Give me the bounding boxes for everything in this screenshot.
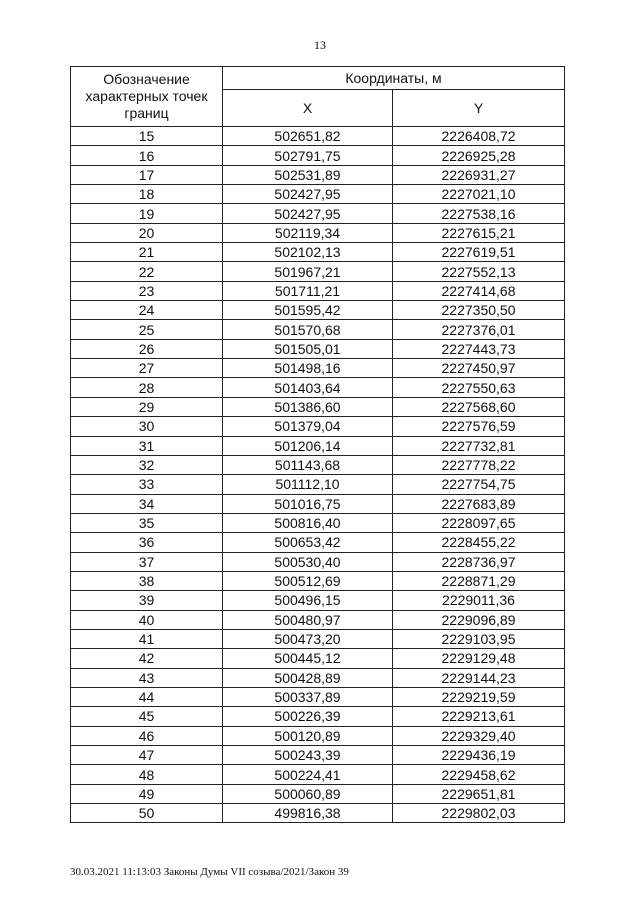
document-footer: 30.03.2021 11:13:03 Законы Думы VII созыва/2021/Закон 39 [70,866,349,878]
table-row [71,359,565,378]
coordinates-table [70,66,565,823]
cell-y: 2229144,23 [393,668,565,687]
cell-x: 501379,04 [223,417,393,436]
cell-y: 2227376,01 [393,320,565,339]
cell-point: 33 [71,475,223,494]
cell-point: 36 [71,533,223,552]
cell-point: 31 [71,436,223,455]
cell-y: 2227778,22 [393,455,565,474]
cell-point: 45 [71,707,223,726]
cell-point: 39 [71,591,223,610]
page-number: 13 [314,38,326,52]
table-row [71,668,565,687]
cell-x: 501016,75 [223,494,393,513]
cell-x: 500653,42 [223,533,393,552]
cell-point: 38 [71,571,223,590]
cell-x: 500480,97 [223,610,393,629]
cell-x: 501498,16 [223,359,393,378]
table-row [71,301,565,320]
cell-y: 2227414,68 [393,281,565,300]
cell-x: 499816,38 [223,804,393,823]
cell-y: 2227576,59 [393,417,565,436]
cell-y: 2228871,29 [393,571,565,590]
table-row [71,436,565,455]
cell-point: 16 [71,146,223,165]
table-row [71,185,565,204]
cell-x: 500243,39 [223,746,393,765]
cell-y: 2229096,89 [393,610,565,629]
cell-point: 50 [71,804,223,823]
cell-point: 25 [71,320,223,339]
cell-point: 22 [71,262,223,281]
table-row [71,784,565,803]
cell-y: 2229103,95 [393,629,565,648]
cell-point: 44 [71,687,223,706]
cell-y: 2229219,59 [393,687,565,706]
cell-x: 501570,68 [223,320,393,339]
cell-y: 2227021,10 [393,185,565,204]
cell-y: 2228736,97 [393,552,565,571]
cell-y: 2229651,81 [393,784,565,803]
table-header [71,67,565,127]
cell-y: 2227450,97 [393,359,565,378]
table-row [71,146,565,165]
cell-y: 2226925,28 [393,146,565,165]
table-row [71,707,565,726]
cell-x: 500496,15 [223,591,393,610]
cell-x: 502531,89 [223,165,393,184]
cell-point: 17 [71,165,223,184]
table-row [71,533,565,552]
cell-point: 21 [71,243,223,262]
table-row [71,765,565,784]
cell-x: 501967,21 [223,262,393,281]
cell-point: 29 [71,397,223,416]
cell-point: 37 [71,552,223,571]
cell-point: 34 [71,494,223,513]
cell-y: 2226408,72 [393,127,565,146]
cell-y: 2227683,89 [393,494,565,513]
table-row [71,417,565,436]
table-row [71,262,565,281]
table-row [71,243,565,262]
cell-y: 2229011,36 [393,591,565,610]
cell-point: 20 [71,223,223,242]
table-row [71,571,565,590]
table-row [71,127,565,146]
cell-x: 501206,14 [223,436,393,455]
cell-point: 48 [71,765,223,784]
table-row [71,610,565,629]
cell-x: 501595,42 [223,301,393,320]
header-coordinates: Координаты, м [223,67,565,90]
cell-y: 2227443,73 [393,339,565,358]
cell-x: 502102,13 [223,243,393,262]
table-row [71,165,565,184]
cell-x: 502119,34 [223,223,393,242]
table-row [71,378,565,397]
cell-x: 501386,60 [223,397,393,416]
cell-point: 41 [71,629,223,648]
cell-point: 46 [71,726,223,745]
table-row [71,281,565,300]
table-row [71,726,565,745]
table-row [71,629,565,648]
cell-y: 2229802,03 [393,804,565,823]
cell-x: 500428,89 [223,668,393,687]
cell-x: 500816,40 [223,513,393,532]
cell-point: 30 [71,417,223,436]
table-row [71,339,565,358]
cell-x: 500512,69 [223,571,393,590]
cell-y: 2228097,65 [393,513,565,532]
cell-point: 15 [71,127,223,146]
cell-point: 28 [71,378,223,397]
header-x: X [223,90,393,127]
cell-point: 19 [71,204,223,223]
header-y: Y [393,90,565,127]
cell-x: 500120,89 [223,726,393,745]
cell-x: 501711,21 [223,281,393,300]
cell-point: 40 [71,610,223,629]
cell-x: 501112,10 [223,475,393,494]
cell-x: 500226,39 [223,707,393,726]
table-row [71,475,565,494]
cell-x: 501143,68 [223,455,393,474]
cell-x: 501505,01 [223,339,393,358]
cell-x: 500445,12 [223,649,393,668]
cell-point: 24 [71,301,223,320]
cell-point: 26 [71,339,223,358]
cell-x: 502651,82 [223,127,393,146]
cell-x: 502427,95 [223,204,393,223]
cell-y: 2229329,40 [393,726,565,745]
cell-x: 502791,75 [223,146,393,165]
cell-y: 2227754,75 [393,475,565,494]
cell-x: 500530,40 [223,552,393,571]
table-row [71,223,565,242]
table-row [71,397,565,416]
cell-point: 18 [71,185,223,204]
cell-y: 2226931,27 [393,165,565,184]
cell-y: 2229129,48 [393,649,565,668]
table-row [71,591,565,610]
cell-y: 2227550,63 [393,378,565,397]
table-row [71,455,565,474]
cell-y: 2228455,22 [393,533,565,552]
table-row [71,494,565,513]
table-body [71,127,565,823]
cell-y: 2227538,16 [393,204,565,223]
table-row [71,204,565,223]
cell-y: 2227732,81 [393,436,565,455]
table-row [71,513,565,532]
cell-y: 2227350,50 [393,301,565,320]
cell-y: 2229458,62 [393,765,565,784]
cell-y: 2227615,21 [393,223,565,242]
cell-point: 23 [71,281,223,300]
table-row [71,320,565,339]
cell-point: 43 [71,668,223,687]
cell-point: 27 [71,359,223,378]
cell-y: 2227552,13 [393,262,565,281]
cell-point: 49 [71,784,223,803]
cell-y: 2229213,61 [393,707,565,726]
cell-y: 2227619,51 [393,243,565,262]
cell-x: 500224,41 [223,765,393,784]
table-row [71,649,565,668]
cell-y: 2229436,19 [393,746,565,765]
cell-x: 500337,89 [223,687,393,706]
cell-point: 32 [71,455,223,474]
cell-point: 42 [71,649,223,668]
table-row [71,804,565,823]
cell-x: 501403,64 [223,378,393,397]
cell-point: 35 [71,513,223,532]
cell-x: 502427,95 [223,185,393,204]
header-point-designation: Обозначение характерных точек границ [71,67,223,127]
cell-point: 47 [71,746,223,765]
cell-y: 2227568,60 [393,397,565,416]
table-row [71,746,565,765]
cell-x: 500060,89 [223,784,393,803]
table-row [71,687,565,706]
table-row [71,552,565,571]
cell-x: 500473,20 [223,629,393,648]
